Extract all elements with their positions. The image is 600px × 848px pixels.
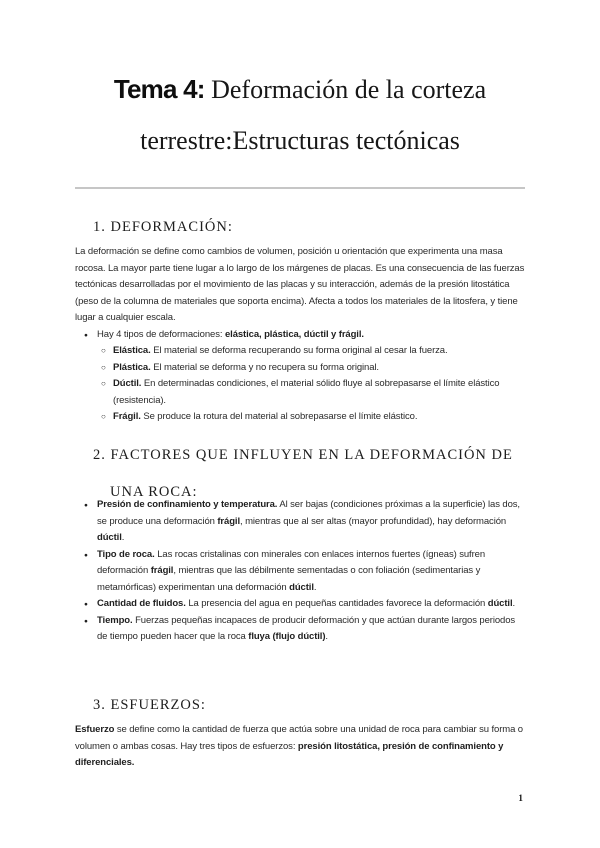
bullet-item-tipo-de-roca: ● Tipo de roca. Las rocas cristalinas con minerales con enlaces internos fuertes (ígneas) sufren deformación frágil, mientras que las débilmente sementadas o con foliación (sedimentarias y metamórficas) experimentan una deformación dúctil. [75, 547, 525, 597]
section-3-heading: 3. ESFUERZOS: [93, 697, 206, 713]
horizontal-rule [75, 187, 525, 189]
section-1-body [75, 244, 525, 426]
section-2-heading: 2. FACTORES QUE INFLUYEN EN LA DEFORMACIÓN DE UNA ROCA: [93, 447, 513, 500]
sub-bullet-item-ductil: ○ Dúctil. En determinadas condiciones, el material sólido fluye al sobrepasarse el límite elástico (resistencia). [75, 376, 525, 409]
bullet-item-deformation-types: ● Hay 4 tipos de deformaciones: elástica, plástica, dúctil y frágil. [75, 327, 525, 344]
doc-title-topic: Tema 4: [113, 74, 205, 104]
section-1-heading: 1. DEFORMACIÓN: [93, 219, 233, 235]
section-3-paragraph: Esfuerzo se define como la cantidad de fuerza que actúa sobre una unidad de roca para cambiar su forma o volumen o ambas cosas. Hay tres tipos de esfuerzos: presión litostática, presión de confinamiento y diferenciales. [75, 724, 523, 768]
page-number: 1 [518, 794, 523, 804]
sub-bullet-item-fragil: ○ Frágil. Se produce la rotura del material al sobrepasarse el límite elástico. [75, 409, 525, 426]
bullet-item-cantidad-de-fluidos: ● Cantidad de fluidos. La presencia del agua en pequeñas cantidades favorece la deformación dúctil. [75, 596, 525, 613]
bullet-item-tiempo: ● Tiempo. Fuerzas pequeñas incapaces de producir deformación y que actúan durante largos periodos de tiempo pueden hacer que la roca fluya (flujo dúctil). [75, 613, 525, 646]
bullet-item-presion-temperatura: ● Presión de confinamiento y temperatura. Al ser bajas (condiciones próximas a la superficie) las dos, se produce una deformación frágil, mientras que al ser altas (mayor profundidad), hay deformación dúctil. [75, 497, 525, 547]
doc-title [75, 64, 525, 166]
section-3-body [75, 722, 525, 772]
sub-bullet-item-plastica: ○ Plástica. El material se deforma y no recupera su forma original. [75, 360, 525, 377]
section-1-intro-paragraph: La deformación se define como cambios de volumen, posición u orientación que experimenta una masa rocosa. La mayor parte tiene lugar a lo largo de los márgenes de placas. Es una consecuencia de las fuerzas tectónicas desarrolladas por el movimiento de las placas y su interacción, además de la presión litostática (peso de la columna de materiales que soporta encima). Afecta a todos los materiales de la litosfera, y tiene lugar a cualquier escala. [75, 246, 525, 323]
section-2-body [75, 497, 525, 646]
sub-bullet-item-elastica: ○ Elástica. El material se deforma recuperando su forma original al cesar la fuerza. [75, 343, 525, 360]
doc-title-subtitle: Deformación de la corteza terrestre:Estructuras tectónicas [140, 75, 487, 155]
